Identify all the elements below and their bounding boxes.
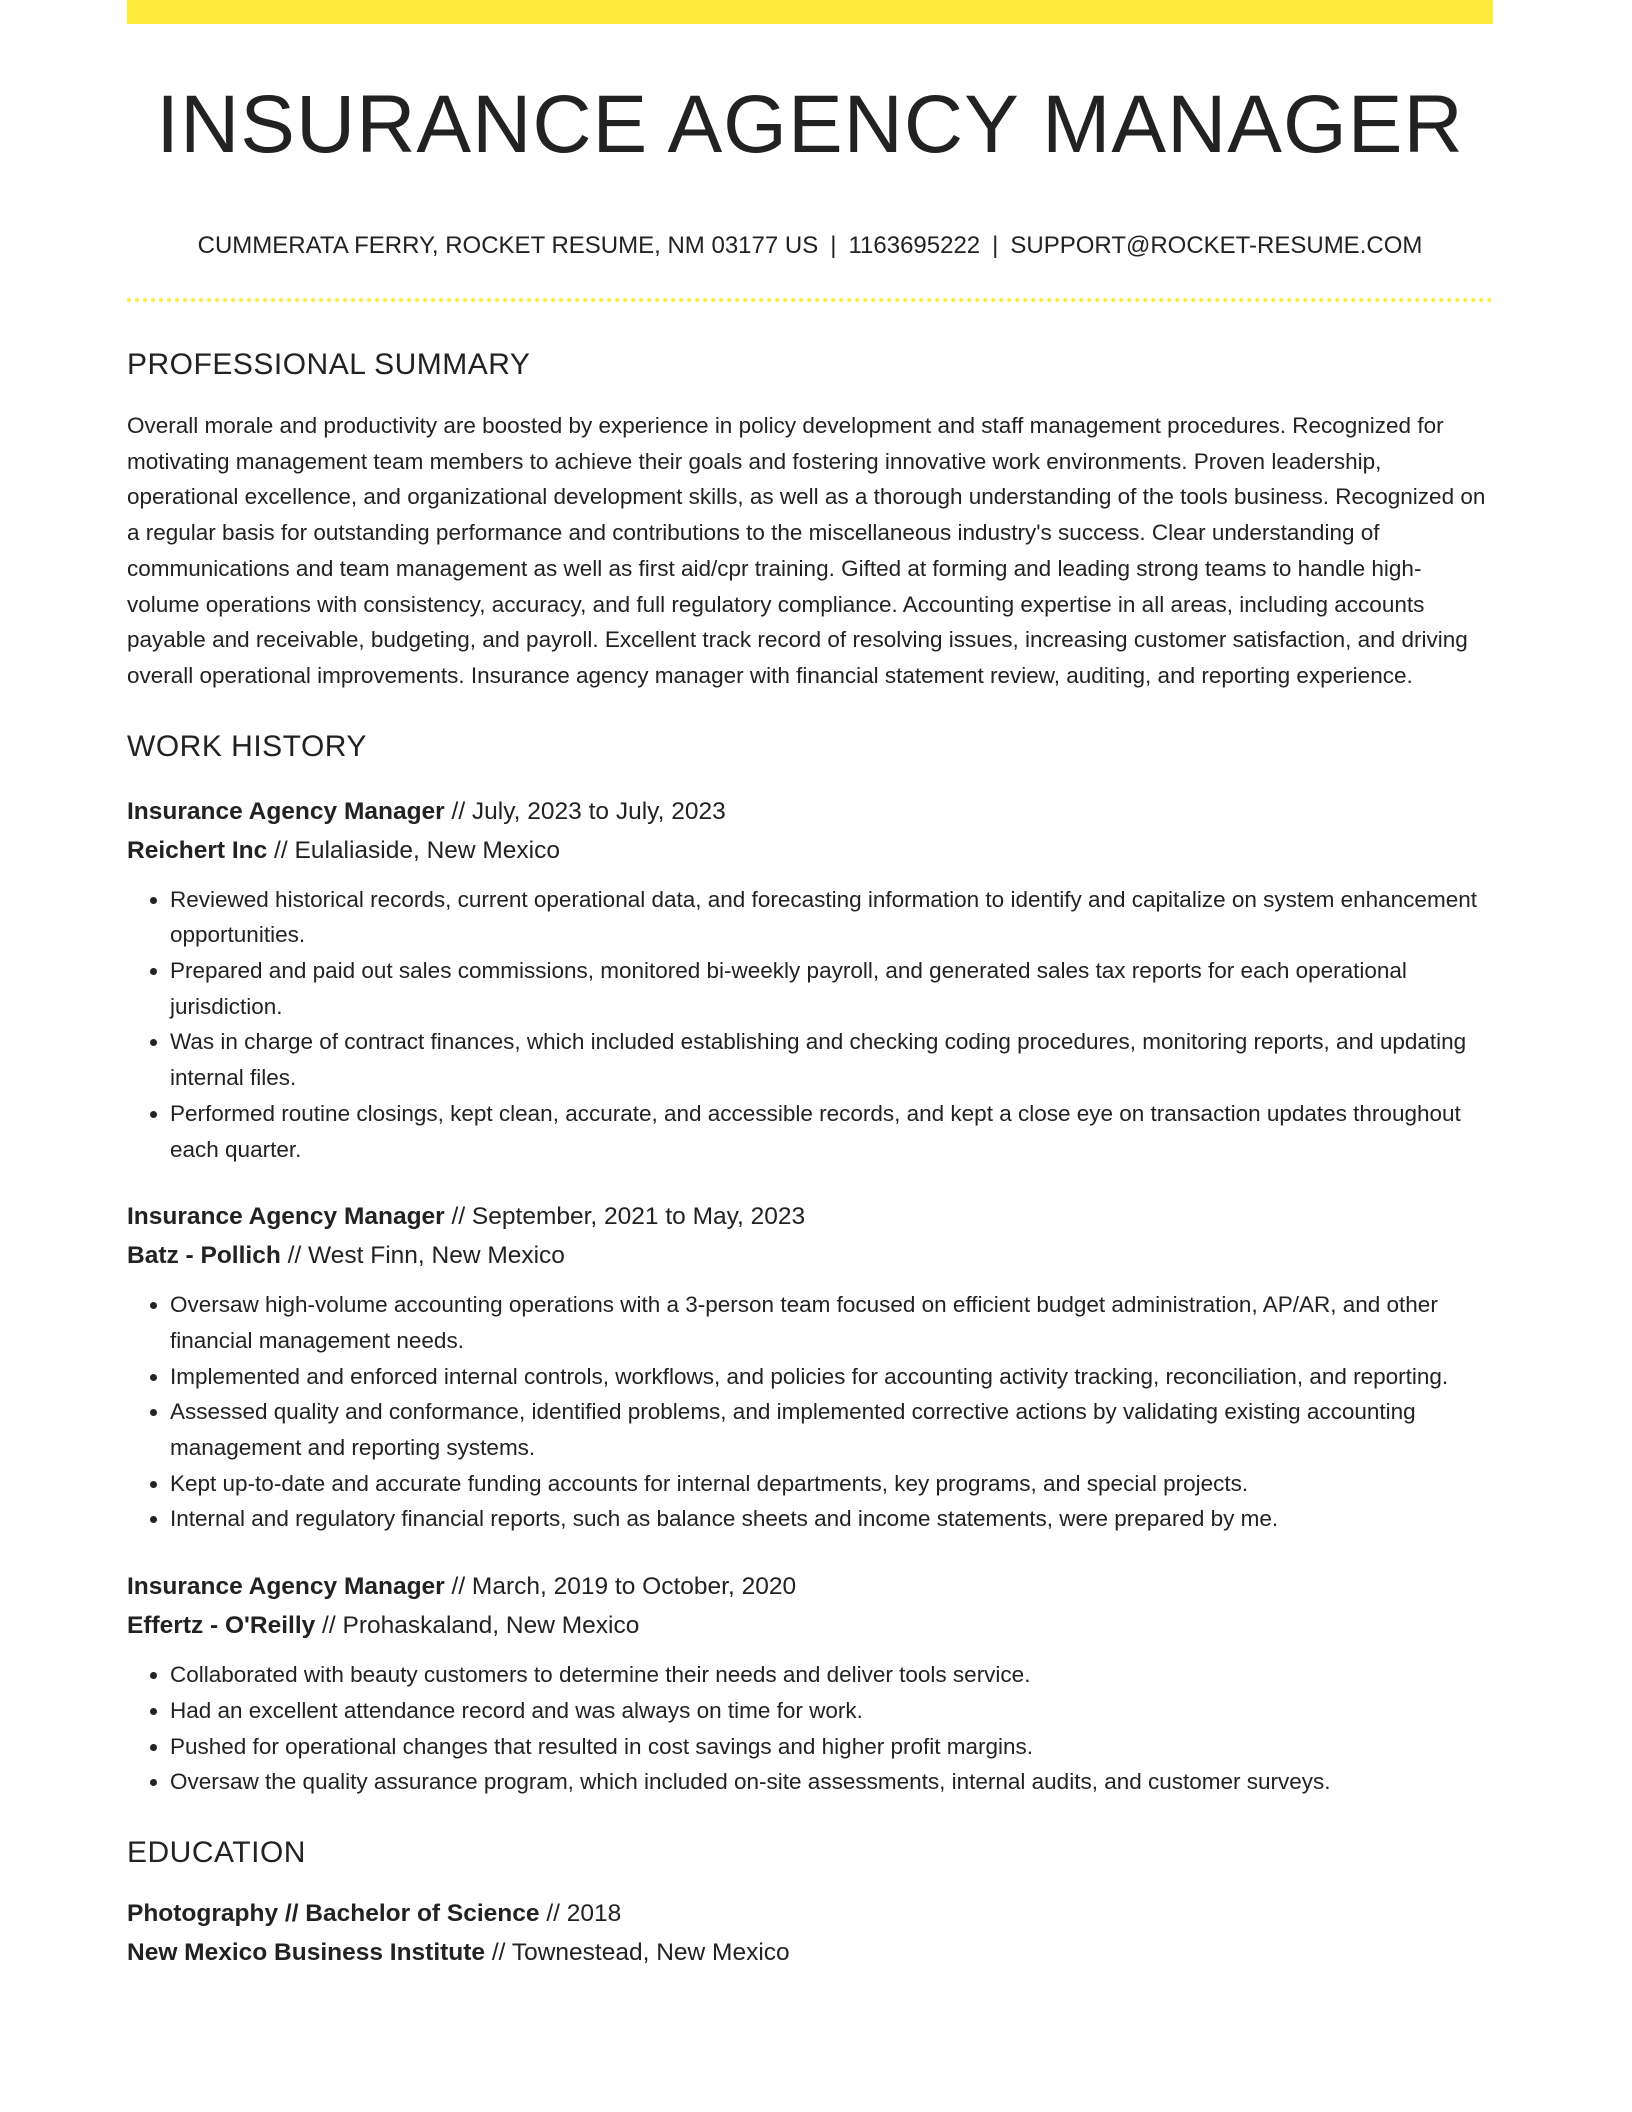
top-accent-bar — [127, 0, 1493, 24]
job-title-line — [127, 792, 1493, 831]
job-bullet: • Assessed quality and conformance, identified problems, and implemented corrective actions by validating existing accounting management and reporting systems. — [170, 1394, 1493, 1465]
job-bullet: • Performed routine closings, kept clean, accurate, and accessible records, and kept a close eye on transaction updates throughout each quarter. — [170, 1096, 1493, 1167]
education-heading: EDUCATION — [127, 1835, 306, 1869]
job-entry — [127, 1567, 1493, 1800]
job-company: Effertz - O'Reilly — [127, 1612, 316, 1640]
job-title-line — [127, 1197, 1493, 1236]
job-bullet: • Oversaw the quality assurance program, which included on-site assessments, internal audits, and customer surveys. — [170, 1764, 1493, 1800]
job-entry — [127, 1197, 1493, 1537]
job-bullet: • Prepared and paid out sales commissions, monitored bi-weekly payroll, and generated sales tax reports for each operational jurisdiction. — [170, 953, 1493, 1024]
job-company-line — [127, 831, 1493, 870]
job-bullet: • Pushed for operational changes that resulted in cost savings and higher profit margins. — [170, 1729, 1493, 1765]
job-dates: // March, 2019 to October, 2020 — [444, 1573, 797, 1601]
job-bullet: • Oversaw high-volume accounting operations with a 3-person team focused on efficient budget administration, AP/AR, and other financial management needs. — [170, 1287, 1493, 1358]
job-title: Insurance Agency Manager — [127, 1203, 445, 1231]
job-location: // Eulaliaside, New Mexico — [267, 836, 561, 864]
job-bullets — [127, 1287, 1493, 1537]
job-dates: // July, 2023 to July, 2023 — [444, 797, 726, 825]
job-company-line — [127, 1236, 1493, 1275]
job-bullet: • Reviewed historical records, current operational data, and forecasting information to identify and capitalize on system enhancement opportunities. — [170, 882, 1493, 953]
education-school-line — [127, 1933, 1493, 1972]
job-company-line — [127, 1606, 1493, 1645]
job-company: Batz - Pollich — [127, 1242, 281, 1270]
job-dates: // September, 2021 to May, 2023 — [444, 1203, 806, 1231]
contact-address: CUMMERATA FERRY, ROCKET RESUME, NM 03177 US — [197, 232, 819, 259]
education-entry — [127, 1894, 1493, 1972]
job-bullet: • Had an excellent attendance record and was always on time for work. — [170, 1693, 1493, 1729]
job-location: // Prohaskaland, New Mexico — [315, 1612, 640, 1640]
summary-text: Overall morale and productivity are boosted by experience in policy development and staff management procedures. Recognized for motivating management team members to achieve their goals and fostering innovative work environments. Proven leadership, operational excellence, and organizational development skills, as well as a thorough understanding of the tools business. Recognized on a regular basis for outstanding performance and contributions to the miscellaneous industry's success. Clear understanding of communications and team management as well as first aid/cpr training. Gifted at forming and leading strong teams to handle high-volume operations with consistency, accuracy, and full regulatory compliance. Accounting expertise in all areas, including accounts payable and receivable, budgeting, and payroll. Excellent track record of resolving issues, increasing customer satisfaction, and driving overall operational improvements. Insurance agency manager with financial statement review, auditing, and reporting experience. — [127, 413, 1486, 688]
contact-email: SUPPORT@ROCKET-RESUME.COM — [1010, 232, 1423, 259]
job-bullet: • Internal and regulatory financial reports, such as balance sheets and income statements, were prepared by me. — [170, 1501, 1493, 1537]
job-entry — [127, 792, 1493, 1168]
resume-page — [127, 0, 1493, 1972]
education-degree: Photography // Bachelor of Science — [127, 1899, 540, 1927]
job-bullets — [127, 1657, 1493, 1800]
work-history-heading: WORK HISTORY — [127, 729, 367, 763]
education-school: New Mexico Business Institute — [127, 1938, 486, 1966]
resume-title: INSURANCE AGENCY MANAGER — [156, 79, 1464, 170]
contact-phone: 1163695222 — [848, 232, 981, 259]
education-location: // Townestead, New Mexico — [485, 1938, 790, 1966]
job-bullet: • Implemented and enforced internal controls, workflows, and policies for accounting activity tracking, reconciliation, and reporting. — [170, 1359, 1493, 1395]
education-degree-line — [127, 1894, 1493, 1933]
job-title: Insurance Agency Manager — [127, 1573, 445, 1601]
job-bullet: • Was in charge of contract finances, which included establishing and checking coding procedures, monitoring reports, and updating internal files. — [170, 1024, 1493, 1095]
contact-separator: | — [830, 232, 837, 259]
contact-line — [127, 234, 1493, 258]
summary-heading: PROFESSIONAL SUMMARY — [127, 348, 531, 381]
header-divider — [127, 298, 1493, 302]
job-title: Insurance Agency Manager — [127, 797, 445, 825]
job-title-line — [127, 1567, 1493, 1606]
contact-separator: | — [992, 232, 999, 259]
job-bullet: • Collaborated with beauty customers to determine their needs and deliver tools service. — [170, 1657, 1493, 1693]
job-company: Reichert Inc — [127, 836, 268, 864]
education-year: // 2018 — [539, 1899, 622, 1927]
job-bullet: • Kept up-to-date and accurate funding accounts for internal departments, key programs, and special projects. — [170, 1466, 1493, 1502]
job-bullets — [127, 882, 1493, 1168]
job-location: // West Finn, New Mexico — [280, 1242, 565, 1270]
